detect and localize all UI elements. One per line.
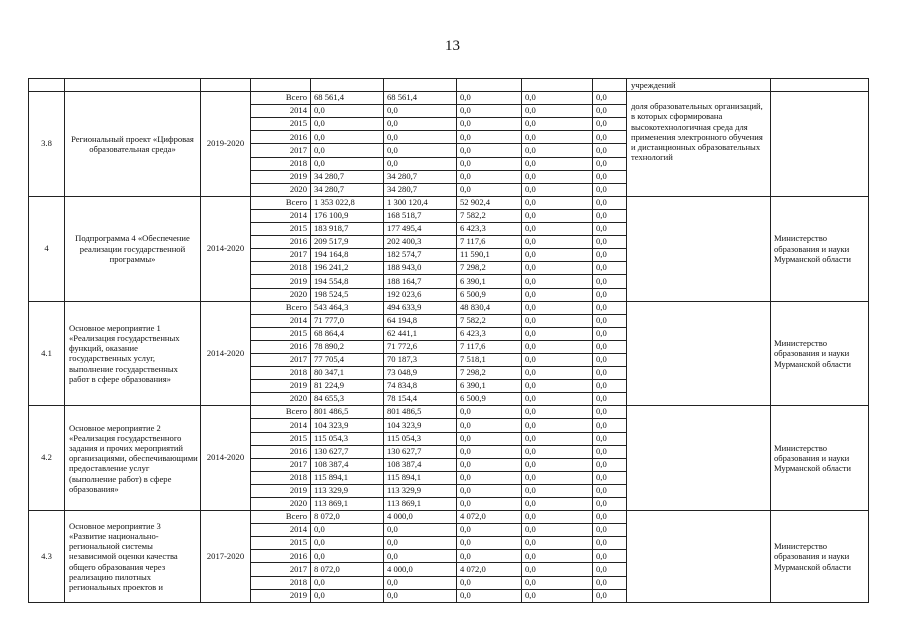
indicator-cell xyxy=(627,406,771,511)
federal-budget-value: 0,0 xyxy=(457,458,522,471)
federal-budget-value: 48 830,4 xyxy=(457,301,522,314)
extrabudget-value: 0,0 xyxy=(593,340,627,353)
extrabudget-value: 0,0 xyxy=(593,223,627,236)
local-budget-value: 0,0 xyxy=(522,406,593,419)
total-value: 8 072,0 xyxy=(311,563,384,576)
year-cell: 2016 xyxy=(251,550,311,563)
local-budget-value: 0,0 xyxy=(522,327,593,340)
extrabudget-value: 0,0 xyxy=(593,196,627,209)
table-row xyxy=(29,301,869,314)
regional-budget-value: 0,0 xyxy=(384,524,457,537)
table-row xyxy=(29,511,869,524)
total-value: 801 486,5 xyxy=(311,406,384,419)
item-number: 4.2 xyxy=(29,406,65,511)
table-row-continuation xyxy=(29,79,869,92)
local-budget-value: 0,0 xyxy=(522,249,593,262)
total-value: 80 347,1 xyxy=(311,367,384,380)
extrabudget-value: 0,0 xyxy=(593,353,627,366)
regional-budget-value: 115 054,3 xyxy=(384,432,457,445)
extrabudget-value: 0,0 xyxy=(593,576,627,589)
local-budget-value: 0,0 xyxy=(522,367,593,380)
local-budget-value: 0,0 xyxy=(522,445,593,458)
year-cell: 2020 xyxy=(251,498,311,511)
indicator-cell xyxy=(627,196,771,301)
item-term: 2014-2020 xyxy=(201,406,251,511)
local-budget-value: 0,0 xyxy=(522,563,593,576)
executor-cell: Министерство образования и науки Мурманской области xyxy=(771,196,869,301)
year-cell: Всего xyxy=(251,196,311,209)
table-row xyxy=(29,406,869,419)
extrabudget-value: 0,0 xyxy=(593,144,627,157)
federal-budget-value: 52 902,4 xyxy=(457,196,522,209)
federal-budget-value: 0,0 xyxy=(457,118,522,131)
regional-budget-value: 73 048,9 xyxy=(384,367,457,380)
year-cell: 2018 xyxy=(251,367,311,380)
federal-budget-value: 0,0 xyxy=(457,432,522,445)
total-value: 0,0 xyxy=(311,157,384,170)
item-term: 2014-2020 xyxy=(201,196,251,301)
item-name: Основное мероприятие 2 «Реализация государственного задания и прочих мероприятий организациями, обеспечивающими предоставление услуг (выполнение работ) в сфере образования» xyxy=(65,406,201,511)
regional-budget-value: 0,0 xyxy=(384,157,457,170)
local-budget-value: 0,0 xyxy=(522,105,593,118)
total-value: 84 655,3 xyxy=(311,393,384,406)
total-value: 78 890,2 xyxy=(311,340,384,353)
table-row xyxy=(29,196,869,209)
year-cell: 2015 xyxy=(251,118,311,131)
year-cell: 2016 xyxy=(251,445,311,458)
total-value: 198 524,5 xyxy=(311,288,384,301)
federal-budget-value: 7 298,2 xyxy=(457,262,522,275)
local-budget-value: 0,0 xyxy=(522,144,593,157)
local-budget-value: 0,0 xyxy=(522,550,593,563)
year-cell: 2017 xyxy=(251,458,311,471)
regional-budget-value: 108 387,4 xyxy=(384,458,457,471)
federal-budget-value: 7 298,2 xyxy=(457,367,522,380)
extrabudget-value: 0,0 xyxy=(593,262,627,275)
local-budget-value: 0,0 xyxy=(522,484,593,497)
extrabudget-value: 0,0 xyxy=(593,537,627,550)
year-cell: 2017 xyxy=(251,563,311,576)
regional-budget-value: 74 834,8 xyxy=(384,380,457,393)
year-cell: 2019 xyxy=(251,484,311,497)
total-value: 77 705,4 xyxy=(311,353,384,366)
extrabudget-value: 0,0 xyxy=(593,157,627,170)
year-cell: 2015 xyxy=(251,432,311,445)
regional-budget-value: 0,0 xyxy=(384,576,457,589)
item-name: Основное мероприятие 1 «Реализация государственных функций, оказание государственных услуг, выполнение государственных работ в сфере образования» xyxy=(65,301,201,406)
local-budget-value: 0,0 xyxy=(522,340,593,353)
federal-budget-value: 7 117,6 xyxy=(457,340,522,353)
total-value: 0,0 xyxy=(311,537,384,550)
year-cell: 2018 xyxy=(251,471,311,484)
total-value: 68 561,4 xyxy=(311,92,384,105)
federal-budget-value: 11 590,1 xyxy=(457,249,522,262)
total-value: 183 918,7 xyxy=(311,223,384,236)
local-budget-value: 0,0 xyxy=(522,236,593,249)
regional-budget-value: 0,0 xyxy=(384,144,457,157)
executor-cell: Министерство образования и науки Мурманской области xyxy=(771,406,869,511)
program-table-body xyxy=(29,79,869,603)
extrabudget-value: 0,0 xyxy=(593,183,627,196)
total-value: 543 464,3 xyxy=(311,301,384,314)
extrabudget-value: 0,0 xyxy=(593,484,627,497)
local-budget-value: 0,0 xyxy=(522,498,593,511)
regional-budget-value: 494 633,9 xyxy=(384,301,457,314)
extrabudget-value: 0,0 xyxy=(593,92,627,105)
total-value: 209 517,9 xyxy=(311,236,384,249)
year-cell: 2020 xyxy=(251,183,311,196)
regional-budget-value: 4 000,0 xyxy=(384,563,457,576)
extrabudget-value: 0,0 xyxy=(593,458,627,471)
total-value: 115 054,3 xyxy=(311,432,384,445)
federal-budget-value: 6 390,1 xyxy=(457,380,522,393)
executor-cell xyxy=(771,92,869,197)
year-cell: 2017 xyxy=(251,249,311,262)
total-value: 196 241,2 xyxy=(311,262,384,275)
regional-budget-value: 64 194,8 xyxy=(384,314,457,327)
extrabudget-value: 0,0 xyxy=(593,367,627,380)
regional-budget-value: 115 894,1 xyxy=(384,471,457,484)
year-cell: 2015 xyxy=(251,223,311,236)
item-name: Подпрограмма 4 «Обеспечение реализации государственной программы» xyxy=(65,196,201,301)
total-value: 113 869,1 xyxy=(311,498,384,511)
regional-budget-value: 168 518,7 xyxy=(384,209,457,222)
indicator-cell: доля образовательных организаций, в которых сформирована высокотехнологичная среда для применения электронного обучения и дистанционных образовательных технологий xyxy=(627,92,771,197)
total-value: 0,0 xyxy=(311,144,384,157)
indicator-cell xyxy=(627,301,771,406)
extrabudget-value: 0,0 xyxy=(593,249,627,262)
extrabudget-value: 0,0 xyxy=(593,380,627,393)
regional-budget-value: 188 943,0 xyxy=(384,262,457,275)
regional-budget-value: 0,0 xyxy=(384,589,457,602)
year-cell: 2014 xyxy=(251,524,311,537)
year-cell: Всего xyxy=(251,92,311,105)
extrabudget-value: 0,0 xyxy=(593,131,627,144)
extrabudget-value: 0,0 xyxy=(593,170,627,183)
federal-budget-value: 0,0 xyxy=(457,419,522,432)
regional-budget-value: 182 574,7 xyxy=(384,249,457,262)
regional-budget-value: 34 280,7 xyxy=(384,183,457,196)
item-name: Региональный проект «Цифровая образовательная среда» xyxy=(65,92,201,197)
federal-budget-value: 7 582,2 xyxy=(457,209,522,222)
local-budget-value: 0,0 xyxy=(522,314,593,327)
regional-budget-value: 188 164,7 xyxy=(384,275,457,288)
year-cell: 2014 xyxy=(251,419,311,432)
federal-budget-value: 0,0 xyxy=(457,484,522,497)
regional-budget-value: 104 323,9 xyxy=(384,419,457,432)
local-budget-value: 0,0 xyxy=(522,393,593,406)
item-term: 2014-2020 xyxy=(201,301,251,406)
extrabudget-value: 0,0 xyxy=(593,511,627,524)
regional-budget-value: 0,0 xyxy=(384,105,457,118)
year-cell: 2019 xyxy=(251,170,311,183)
year-cell: 2019 xyxy=(251,275,311,288)
total-value: 108 387,4 xyxy=(311,458,384,471)
extrabudget-value: 0,0 xyxy=(593,445,627,458)
extrabudget-value: 0,0 xyxy=(593,314,627,327)
federal-budget-value: 0,0 xyxy=(457,550,522,563)
total-value: 0,0 xyxy=(311,589,384,602)
regional-budget-value: 192 023,6 xyxy=(384,288,457,301)
extrabudget-value: 0,0 xyxy=(593,327,627,340)
total-value: 0,0 xyxy=(311,118,384,131)
extrabudget-value: 0,0 xyxy=(593,589,627,602)
regional-budget-value: 0,0 xyxy=(384,550,457,563)
local-budget-value: 0,0 xyxy=(522,288,593,301)
federal-budget-value: 0,0 xyxy=(457,105,522,118)
total-value: 81 224,9 xyxy=(311,380,384,393)
federal-budget-value: 0,0 xyxy=(457,524,522,537)
total-value: 0,0 xyxy=(311,105,384,118)
total-value: 176 100,9 xyxy=(311,209,384,222)
federal-budget-value: 0,0 xyxy=(457,144,522,157)
federal-budget-value: 0,0 xyxy=(457,406,522,419)
extrabudget-value: 0,0 xyxy=(593,563,627,576)
extrabudget-value: 0,0 xyxy=(593,524,627,537)
year-cell: 2014 xyxy=(251,314,311,327)
local-budget-value: 0,0 xyxy=(522,353,593,366)
local-budget-value: 0,0 xyxy=(522,380,593,393)
local-budget-value: 0,0 xyxy=(522,170,593,183)
year-cell: 2014 xyxy=(251,209,311,222)
regional-budget-value: 68 561,4 xyxy=(384,92,457,105)
year-cell: 2017 xyxy=(251,353,311,366)
local-budget-value: 0,0 xyxy=(522,92,593,105)
total-value: 194 164,8 xyxy=(311,249,384,262)
total-value: 130 627,7 xyxy=(311,445,384,458)
year-cell: Всего xyxy=(251,406,311,419)
local-budget-value: 0,0 xyxy=(522,589,593,602)
page-number: 13 xyxy=(445,38,460,54)
total-value: 115 894,1 xyxy=(311,471,384,484)
regional-budget-value: 0,0 xyxy=(384,537,457,550)
total-value: 1 353 022,8 xyxy=(311,196,384,209)
year-cell: 2015 xyxy=(251,537,311,550)
extrabudget-value: 0,0 xyxy=(593,393,627,406)
total-value: 0,0 xyxy=(311,524,384,537)
executor-cell: Министерство образования и науки Мурманской области xyxy=(771,511,869,603)
federal-budget-value: 0,0 xyxy=(457,92,522,105)
year-cell: 2020 xyxy=(251,393,311,406)
local-budget-value: 0,0 xyxy=(522,301,593,314)
local-budget-value: 0,0 xyxy=(522,209,593,222)
regional-budget-value: 71 772,6 xyxy=(384,340,457,353)
local-budget-value: 0,0 xyxy=(522,576,593,589)
item-term: 2017-2020 xyxy=(201,511,251,603)
regional-budget-value: 113 869,1 xyxy=(384,498,457,511)
federal-budget-value: 6 390,1 xyxy=(457,275,522,288)
regional-budget-value: 177 495,4 xyxy=(384,223,457,236)
indicator-cell-continuation: учреждений xyxy=(627,79,771,92)
total-value: 113 329,9 xyxy=(311,484,384,497)
total-value: 0,0 xyxy=(311,131,384,144)
federal-budget-value: 0,0 xyxy=(457,170,522,183)
federal-budget-value: 0,0 xyxy=(457,471,522,484)
indicator-cell xyxy=(627,511,771,603)
year-cell: 2019 xyxy=(251,380,311,393)
total-value: 34 280,7 xyxy=(311,170,384,183)
total-value: 34 280,7 xyxy=(311,183,384,196)
year-cell: 2018 xyxy=(251,576,311,589)
federal-budget-value: 0,0 xyxy=(457,445,522,458)
item-number: 4.1 xyxy=(29,301,65,406)
extrabudget-value: 0,0 xyxy=(593,288,627,301)
table-row xyxy=(29,92,869,105)
total-value: 194 554,8 xyxy=(311,275,384,288)
local-budget-value: 0,0 xyxy=(522,458,593,471)
local-budget-value: 0,0 xyxy=(522,419,593,432)
extrabudget-value: 0,0 xyxy=(593,105,627,118)
extrabudget-value: 0,0 xyxy=(593,550,627,563)
federal-budget-value: 0,0 xyxy=(457,157,522,170)
year-cell: 2018 xyxy=(251,157,311,170)
local-budget-value: 0,0 xyxy=(522,524,593,537)
extrabudget-value: 0,0 xyxy=(593,301,627,314)
local-budget-value: 0,0 xyxy=(522,432,593,445)
federal-budget-value: 0,0 xyxy=(457,498,522,511)
federal-budget-value: 0,0 xyxy=(457,537,522,550)
extrabudget-value: 0,0 xyxy=(593,432,627,445)
extrabudget-value: 0,0 xyxy=(593,236,627,249)
regional-budget-value: 1 300 120,4 xyxy=(384,196,457,209)
executor-cell: Министерство образования и науки Мурманской области xyxy=(771,301,869,406)
program-table xyxy=(28,78,869,603)
total-value: 71 777,0 xyxy=(311,314,384,327)
regional-budget-value: 70 187,3 xyxy=(384,353,457,366)
federal-budget-value: 4 072,0 xyxy=(457,511,522,524)
extrabudget-value: 0,0 xyxy=(593,471,627,484)
year-cell: 2016 xyxy=(251,236,311,249)
local-budget-value: 0,0 xyxy=(522,471,593,484)
regional-budget-value: 62 441,1 xyxy=(384,327,457,340)
federal-budget-value: 0,0 xyxy=(457,131,522,144)
federal-budget-value: 6 423,3 xyxy=(457,327,522,340)
local-budget-value: 0,0 xyxy=(522,275,593,288)
local-budget-value: 0,0 xyxy=(522,511,593,524)
item-number: 4 xyxy=(29,196,65,301)
regional-budget-value: 34 280,7 xyxy=(384,170,457,183)
total-value: 0,0 xyxy=(311,550,384,563)
extrabudget-value: 0,0 xyxy=(593,406,627,419)
federal-budget-value: 0,0 xyxy=(457,183,522,196)
federal-budget-value: 0,0 xyxy=(457,589,522,602)
federal-budget-value: 6 500,9 xyxy=(457,288,522,301)
regional-budget-value: 113 329,9 xyxy=(384,484,457,497)
extrabudget-value: 0,0 xyxy=(593,118,627,131)
item-number: 3.8 xyxy=(29,92,65,197)
item-name: Основное мероприятие 3 «Развитие национально-региональной системы независимой оценки качества общего образования через реализацию пилотных региональных проектов и xyxy=(65,511,201,603)
local-budget-value: 0,0 xyxy=(522,262,593,275)
federal-budget-value: 4 072,0 xyxy=(457,563,522,576)
local-budget-value: 0,0 xyxy=(522,183,593,196)
year-cell: Всего xyxy=(251,301,311,314)
regional-budget-value: 4 000,0 xyxy=(384,511,457,524)
federal-budget-value: 6 423,3 xyxy=(457,223,522,236)
local-budget-value: 0,0 xyxy=(522,131,593,144)
total-value: 8 072,0 xyxy=(311,511,384,524)
local-budget-value: 0,0 xyxy=(522,118,593,131)
local-budget-value: 0,0 xyxy=(522,537,593,550)
total-value: 0,0 xyxy=(311,576,384,589)
year-cell: 2014 xyxy=(251,105,311,118)
year-cell: 2020 xyxy=(251,288,311,301)
total-value: 68 864,4 xyxy=(311,327,384,340)
year-cell: Всего xyxy=(251,511,311,524)
local-budget-value: 0,0 xyxy=(522,157,593,170)
federal-budget-value: 6 500,9 xyxy=(457,393,522,406)
extrabudget-value: 0,0 xyxy=(593,498,627,511)
year-cell: 2018 xyxy=(251,262,311,275)
regional-budget-value: 0,0 xyxy=(384,131,457,144)
federal-budget-value: 0,0 xyxy=(457,576,522,589)
local-budget-value: 0,0 xyxy=(522,223,593,236)
year-cell: 2016 xyxy=(251,340,311,353)
year-cell: 2015 xyxy=(251,327,311,340)
federal-budget-value: 7 518,1 xyxy=(457,353,522,366)
program-table-wrapper xyxy=(28,78,869,603)
regional-budget-value: 202 400,3 xyxy=(384,236,457,249)
extrabudget-value: 0,0 xyxy=(593,419,627,432)
total-value: 104 323,9 xyxy=(311,419,384,432)
extrabudget-value: 0,0 xyxy=(593,209,627,222)
federal-budget-value: 7 582,2 xyxy=(457,314,522,327)
item-number: 4.3 xyxy=(29,511,65,603)
year-cell: 2019 xyxy=(251,589,311,602)
item-term: 2019-2020 xyxy=(201,92,251,197)
regional-budget-value: 0,0 xyxy=(384,118,457,131)
extrabudget-value: 0,0 xyxy=(593,275,627,288)
federal-budget-value: 7 117,6 xyxy=(457,236,522,249)
year-cell: 2017 xyxy=(251,144,311,157)
regional-budget-value: 801 486,5 xyxy=(384,406,457,419)
local-budget-value: 0,0 xyxy=(522,196,593,209)
year-cell: 2016 xyxy=(251,131,311,144)
regional-budget-value: 78 154,4 xyxy=(384,393,457,406)
regional-budget-value: 130 627,7 xyxy=(384,445,457,458)
